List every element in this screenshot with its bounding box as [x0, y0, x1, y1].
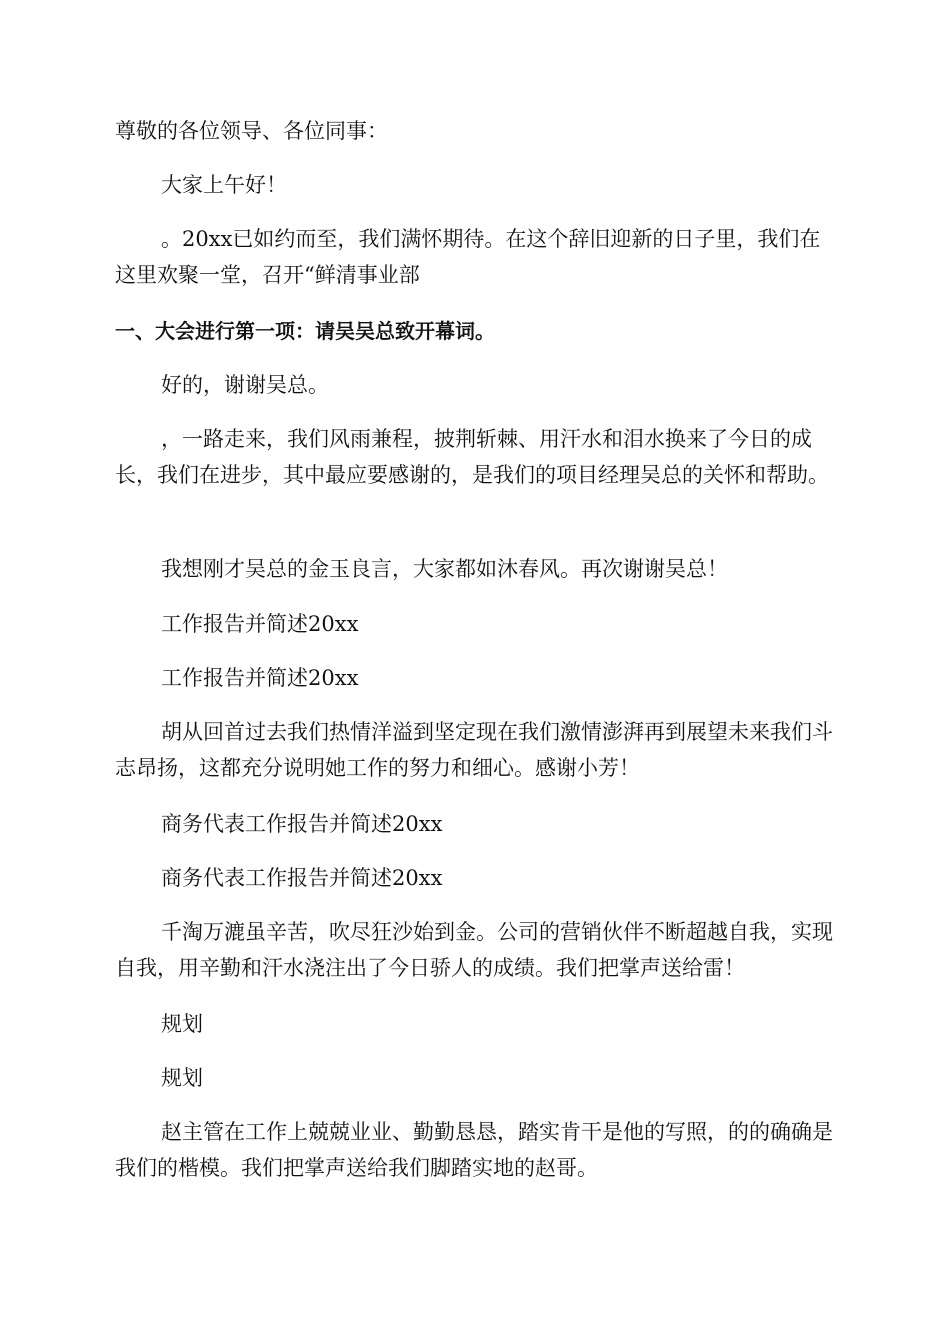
sales-praise-paragraph: 千淘万漉虽辛苦，吹尽狂沙始到金。公司的营销伙伴不断超越自我，实现自我，用辛勤和汗水浇注出了今日骄人的成绩。我们把掌声送给雷！	[115, 920, 833, 980]
biz-report-line-2: 商务代表工作报告并简述20xx	[161, 866, 443, 890]
plan-line-2: 规划	[161, 1066, 203, 1090]
hu-praise-paragraph: 胡从回首过去我们热情洋溢到坚定现在我们激情澎湃再到展望未来我们斗志昂扬，这都充分说明她工作的努力和细心。感谢小芳！	[115, 720, 833, 780]
salutation: 尊敬的各位领导、各位同事：	[115, 119, 388, 143]
zhao-praise-paragraph: 赵主管在工作上兢兢业业、勤勤恳恳，踏实肯干是他的写照，的的确确是我们的楷模。我们把掌声送给我们脚踏实地的赵哥。	[115, 1120, 833, 1180]
section1-heading: 一、大会进行第一项：请吴吴总致开幕词。	[115, 319, 495, 343]
journey-paragraph: ，一路走来，我们风雨兼程，披荆斩棘、用汗水和泪水换来了今日的成长，我们在进步，其中最应要感谢的，是我们的项目经理吴总的关怀和帮助。	[115, 427, 829, 487]
greeting: 大家上午好！	[161, 173, 287, 197]
work-report-line-2: 工作报告并简述20xx	[161, 666, 359, 690]
work-report-line-1: 工作报告并简述20xx	[161, 612, 359, 636]
golden-words-paragraph: 我想刚才吴总的金玉良言，大家都如沐春风。再次谢谢吴总！	[161, 557, 728, 581]
plan-line-1: 规划	[161, 1012, 203, 1036]
intro-paragraph: 。20xx已如约而至，我们满怀期待。在这个辞旧迎新的日子里，我们在这里欢聚一堂，召开“鲜清事业部	[115, 227, 821, 287]
biz-report-line-1: 商务代表工作报告并简述20xx	[161, 812, 443, 836]
thanks-wu: 好的，谢谢吴总。	[161, 373, 329, 397]
